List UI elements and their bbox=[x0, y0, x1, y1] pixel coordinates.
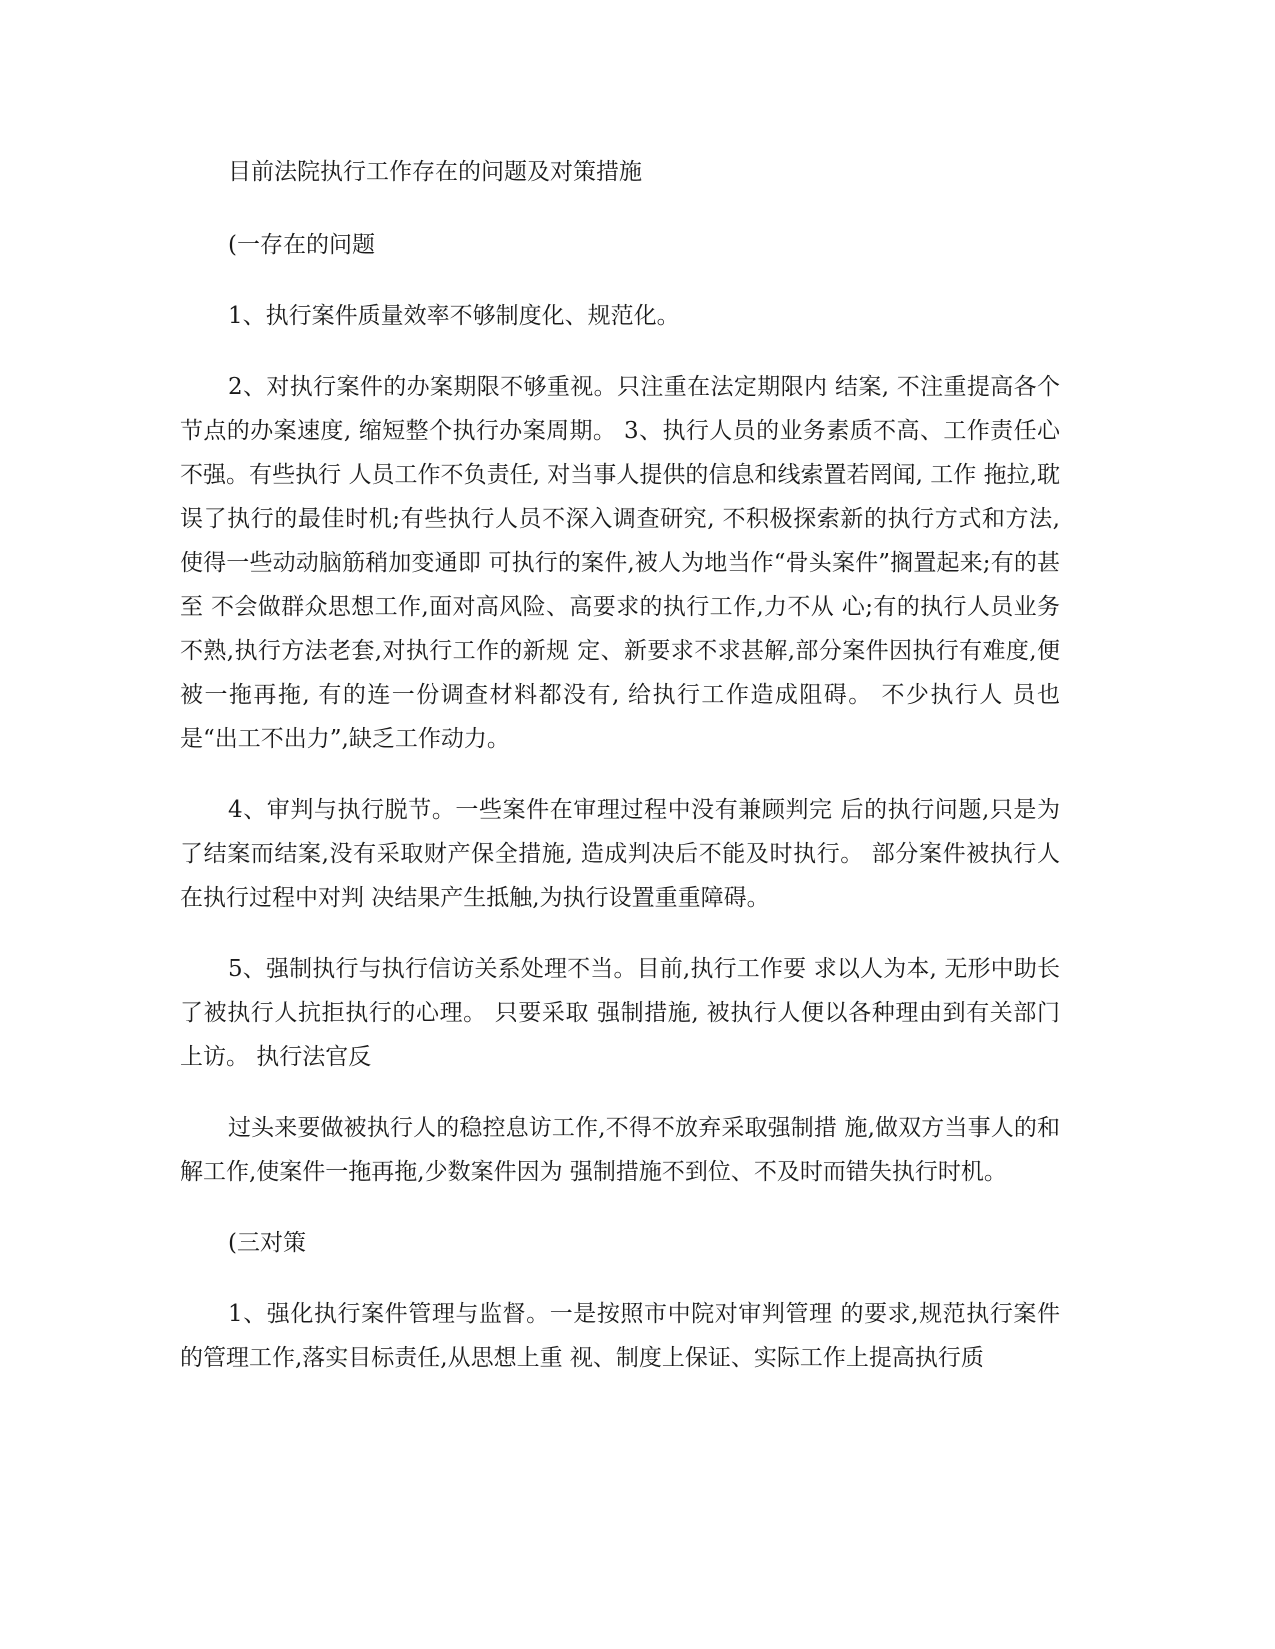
section-heading-problems: (一存在的问题 bbox=[228, 232, 375, 258]
paragraph-item-5-continued: 过头来要做被执行人的稳控息访工作,不得不放弃采取强制措 施,做双方当事人的和解工作,使案件一拖再拖,少数案件因为 强制措施不到位、不及时而错失执行时机。 bbox=[180, 1115, 1060, 1185]
section-heading-countermeasures: (三对策 bbox=[228, 1230, 306, 1256]
paragraph-item-4: 4、审判与执行脱节。一些案件在审理过程中没有兼顾判完 后的执行问题,只是为了结案而结案,没有采取财产保全措施, 造成判决后不能及时执行。 部分案件被执行人在执行过程中对判 决结果产生抵触,为执行设置重重障碍。 bbox=[180, 797, 1060, 911]
paragraph-countermeasure-1: 1、强化执行案件管理与监督。一是按照市中院对审判管理 的要求,规范执行案件的管理工作,落实目标责任,从思想上重 视、制度上保证、实际工作上提高执行质 bbox=[180, 1301, 1060, 1371]
paragraph-item-1: 1、执行案件质量效率不够制度化、规范化。 bbox=[228, 303, 680, 329]
document-body bbox=[180, 150, 1060, 1407]
paragraph-items-2-3: 2、对执行案件的办案期限不够重视。只注重在法定期限内 结案, 不注重提高各个节点的办案速度, 缩短整个执行办案周期。 3、执行人员的业务素质不高、工作责任心不强。有些执行 人员工作不负责任, 对当事人提供的信息和线索置若罔闻, 工作 拖拉,耽误了执行的最佳时机;有些执行人员不深入调查研究, 不积极探索新的执行方式和方法, 使得一些动动脑筋稍加变通即 可执行的案件,被人为地当作“骨头案件”搁置起来;有的甚至 不会做群众思想工作,面对高风险、高要求的执行工作,力不从 心;有的执行人员业务不熟,执行方法老套,对执行工作的新规 定、新要求不求甚解,部分案件因执行有难度,便被一拖再拖, 有的连一份调查材料都没有, 给执行工作造成阻碍。 不少执行人 员也是“出工不出力”,缺乏工作动力。 bbox=[180, 374, 1060, 752]
paragraph-item-5: 5、强制执行与执行信访关系处理不当。目前,执行工作要 求以人为本, 无形中助长了被执行人抗拒执行的心理。 只要采取 强制措施, 被执行人便以各种理由到有关部门上访。 执行法官反 bbox=[180, 956, 1060, 1070]
document-title: 目前法院执行工作存在的问题及对策措施 bbox=[228, 159, 642, 185]
